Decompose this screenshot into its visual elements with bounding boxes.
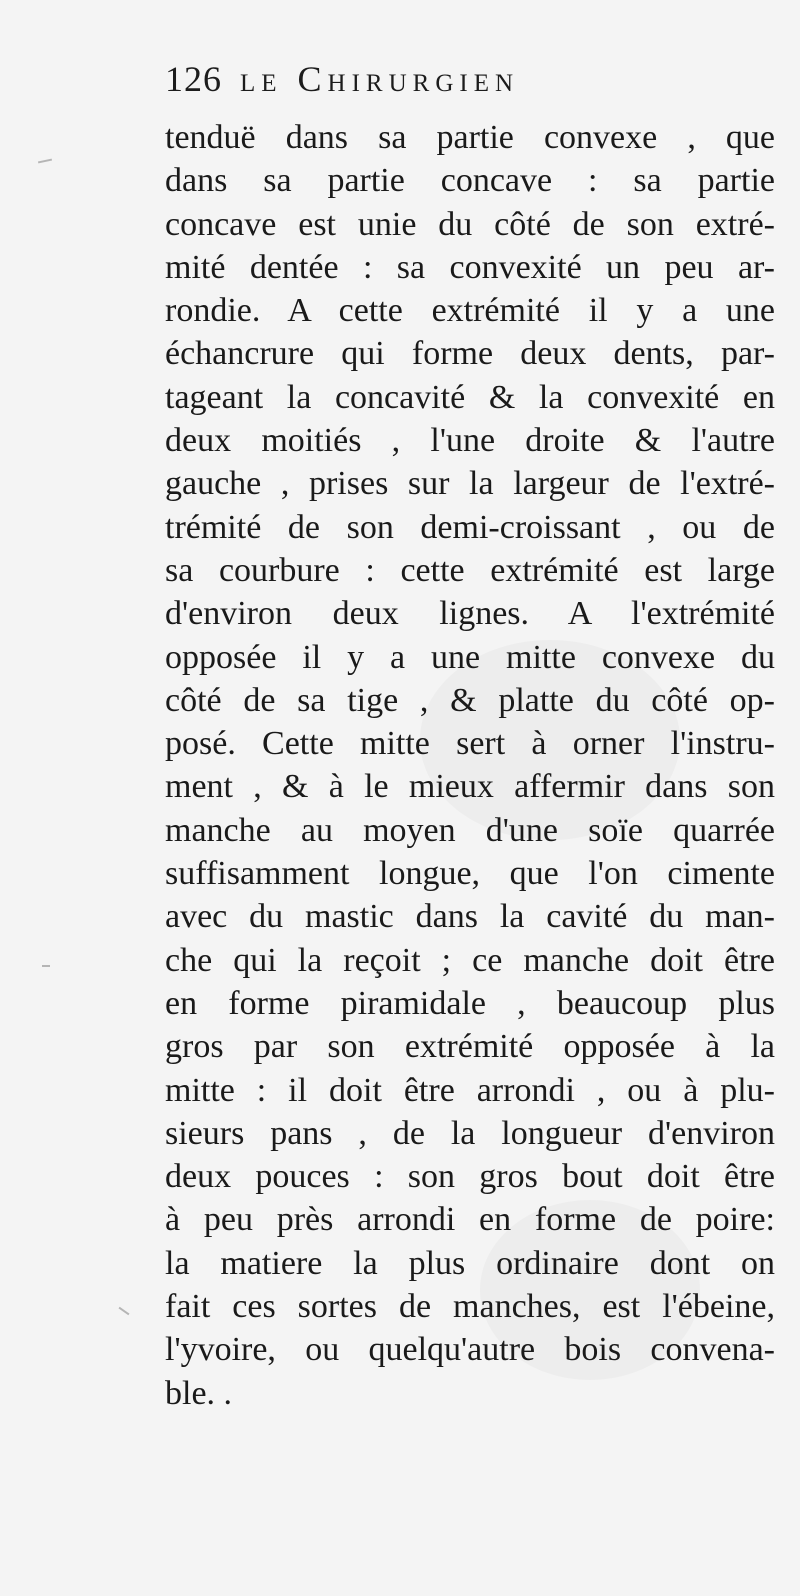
text-line: sa courbure : cette extrémité est large	[165, 551, 775, 589]
text-line: l'yvoire, ou quelqu'autre bois convena-	[165, 1331, 775, 1369]
running-head	[165, 58, 775, 116]
text-line: sieurs pans , de la longueur d'environ	[165, 1114, 775, 1152]
body-text	[165, 116, 775, 1415]
text-line: che qui la reçoit ; ce manche doit être	[165, 941, 775, 979]
text-block	[165, 58, 775, 1415]
text-line: mité dentée : sa convexité un peu ar-	[165, 248, 775, 286]
text-line: ble. .	[165, 1374, 233, 1412]
text-line: gauche , prises sur la largeur de l'extré-	[165, 465, 775, 503]
text-line: manche au moyen d'une soïe quarrée	[165, 811, 775, 849]
text-line: rondie. A cette extrémité il y a une	[165, 292, 775, 330]
text-line: deux moitiés , l'une droite & l'autre	[165, 422, 775, 460]
text-line: mitte : il doit être arrondi , ou à plu-	[165, 1071, 775, 1109]
text-line: échancrure qui forme deux dents, par-	[165, 335, 775, 373]
text-line: concave est unie du côté de son extré-	[165, 205, 775, 243]
text-line: posé. Cette mitte sert à orner l'instru-	[165, 725, 775, 763]
text-line: opposée il y a une mitte convexe du	[165, 638, 775, 676]
text-line: ment , & à le mieux affermir dans son	[165, 768, 775, 806]
running-title: le Chirurgien	[240, 59, 520, 99]
text-line: d'environ deux lignes. A l'extrémité	[165, 595, 775, 633]
text-line: à peu près arrondi en forme de poire:	[165, 1201, 775, 1239]
text-line: avec du mastic dans la cavité du man-	[165, 898, 775, 936]
text-line: tageant la concavité & la convexité en	[165, 378, 775, 416]
text-line: fait ces sortes de manches, est l'ébeine,	[165, 1288, 775, 1326]
page-number: 126	[165, 59, 222, 99]
margin-mark	[38, 159, 52, 164]
text-line: tenduë dans sa partie convexe , que	[165, 119, 775, 156]
text-line: suffisamment longue, que l'on cimente	[165, 855, 775, 893]
text-line: deux pouces : son gros bout doit être	[165, 1158, 775, 1196]
text-line: dans sa partie concave : sa partie	[165, 162, 775, 200]
margin-mark	[42, 965, 50, 967]
margin-mark	[119, 1307, 130, 1316]
text-line: gros par son extrémité opposée à la	[165, 1028, 775, 1066]
text-line: trémité de son demi-croissant , ou de	[165, 508, 775, 546]
text-line: en forme piramidale , beaucoup plus	[165, 984, 775, 1022]
text-line: côté de sa tige , & platte du côté op-	[165, 681, 775, 719]
text-line: la matiere la plus ordinaire dont on	[165, 1244, 775, 1282]
